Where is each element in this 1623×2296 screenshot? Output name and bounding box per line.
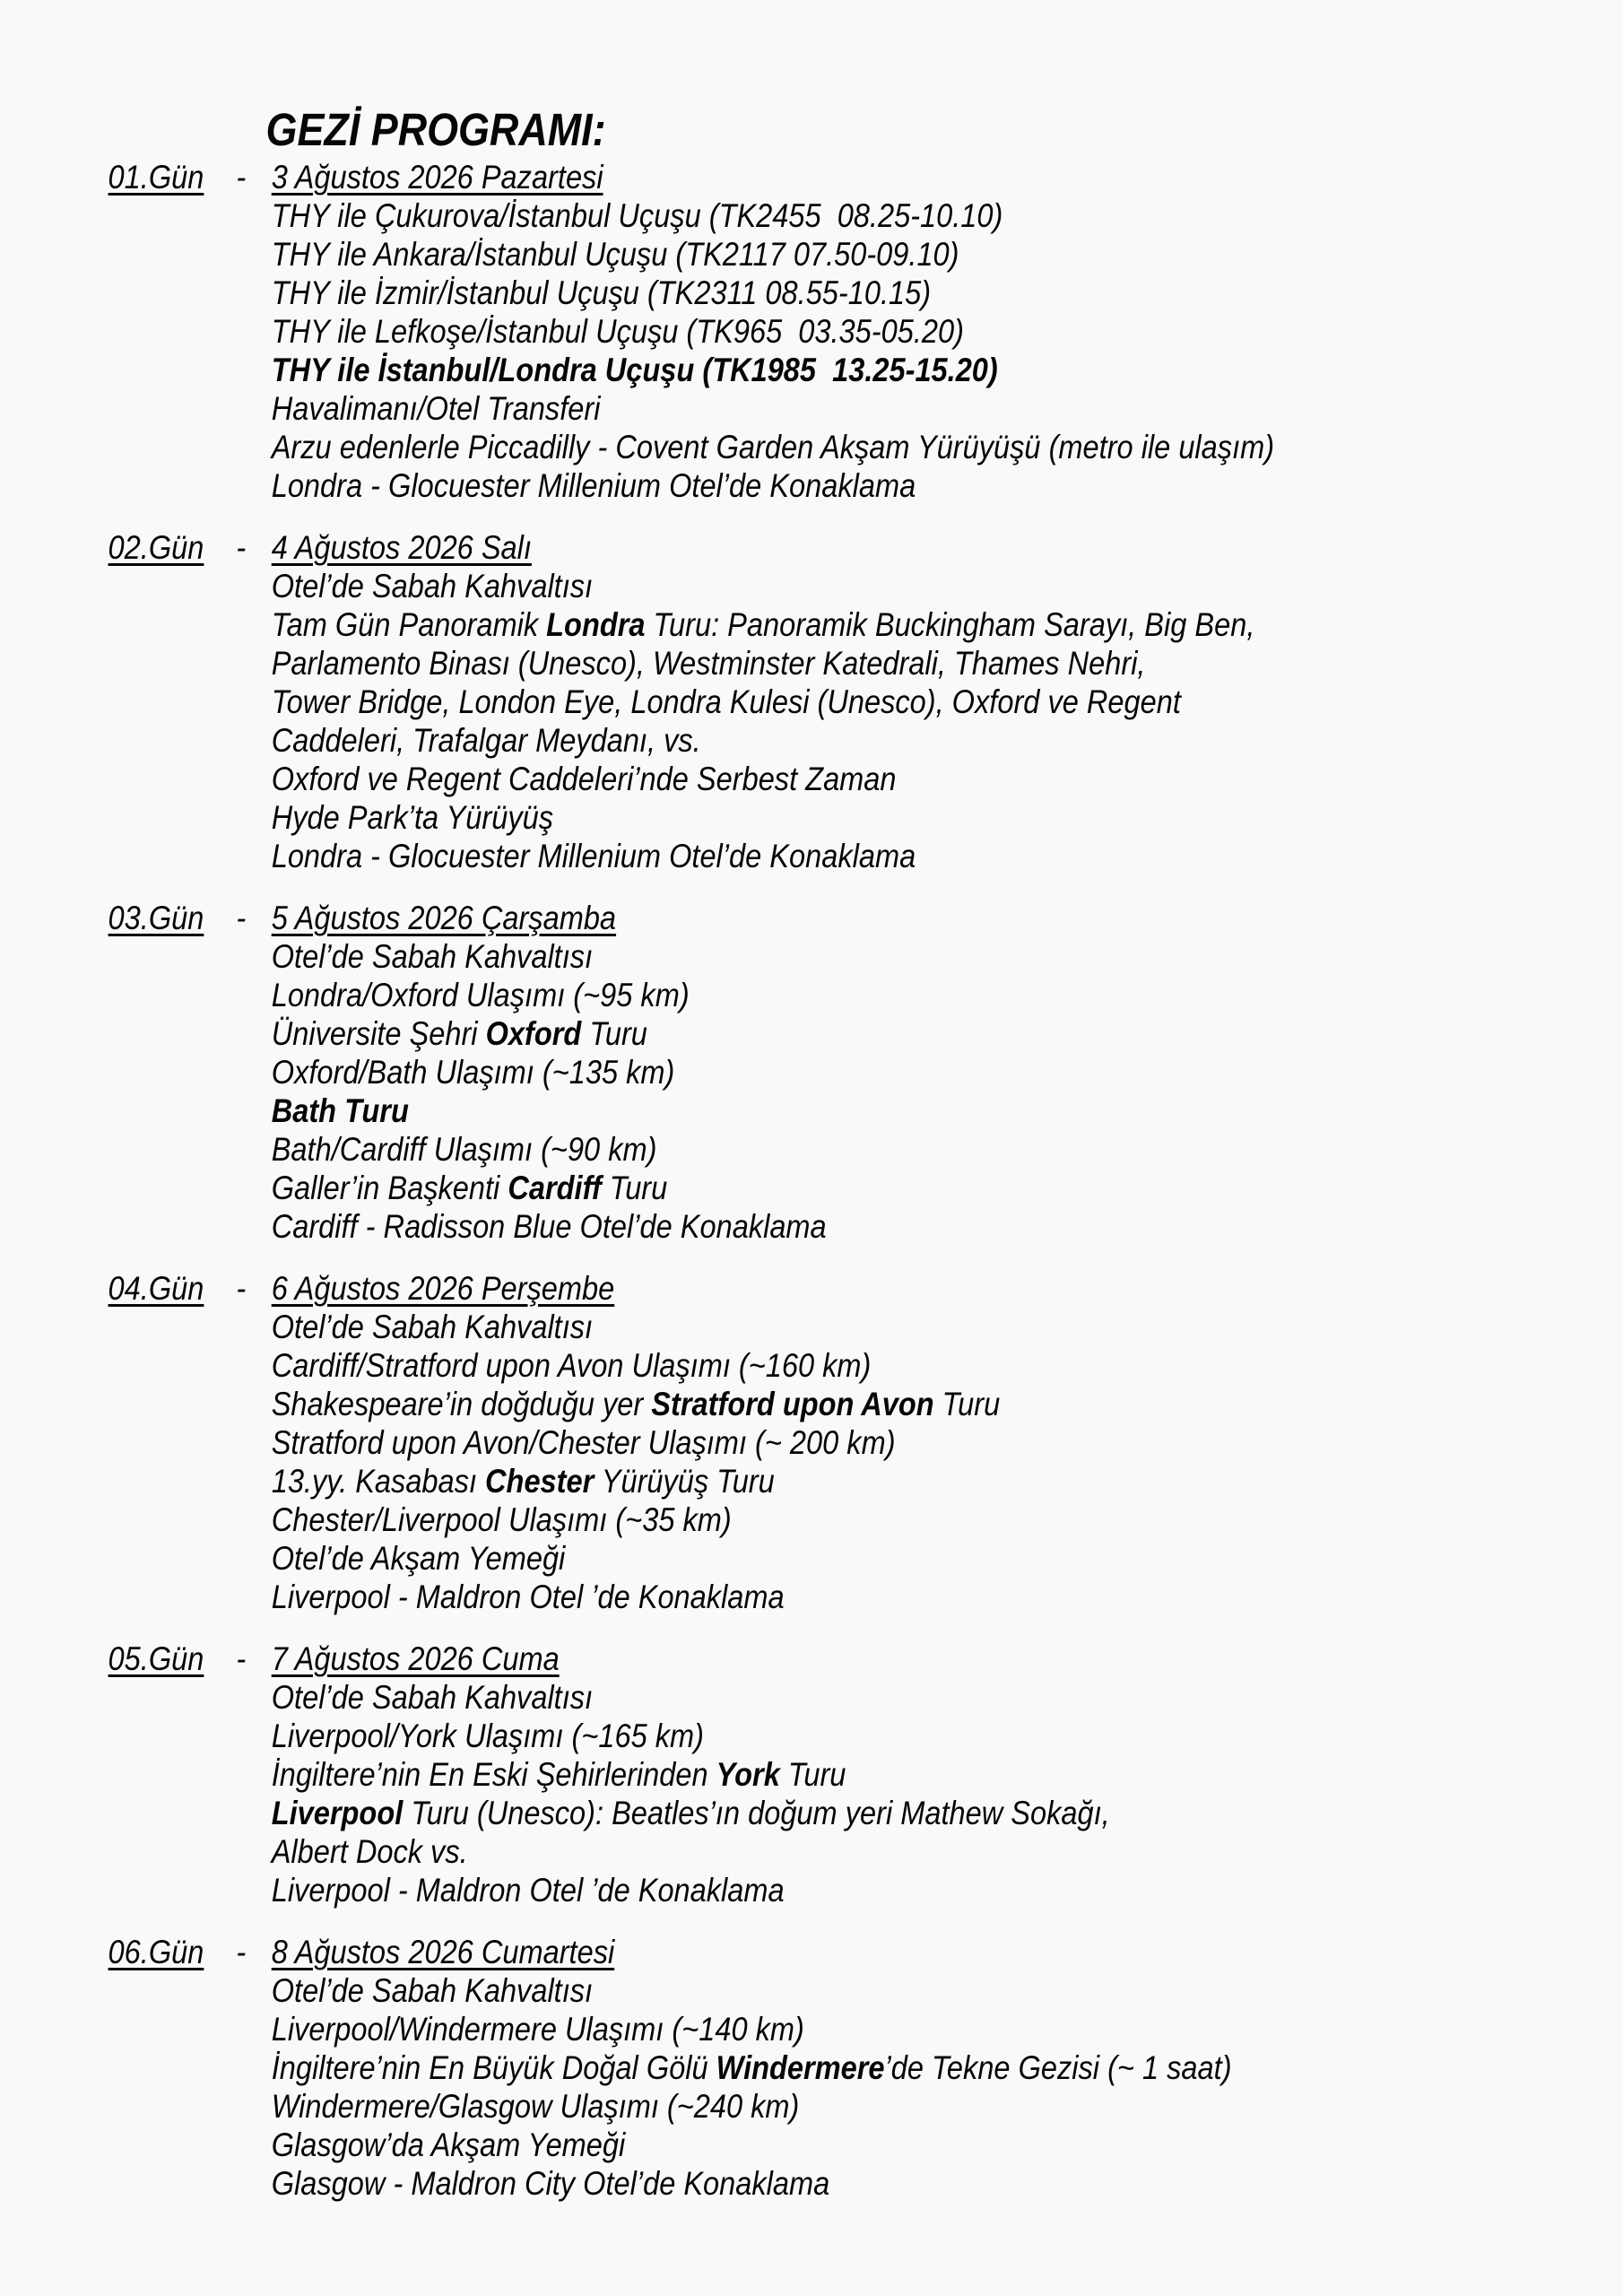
- text: Otel’de Sabah Kahvaltısı: [271, 1309, 594, 1345]
- itinerary-line: [272, 196, 1623, 235]
- itinerary-line: [272, 428, 1623, 466]
- bold-text: THY ile İstanbul/Londra Uçuşu (TK1985 13.25-15.20): [271, 352, 998, 388]
- text: Glasgow’da Akşam Yemeği: [271, 2126, 626, 2163]
- bold-text: Stratford upon Avon: [651, 1386, 934, 1422]
- itinerary-line: [272, 1539, 1623, 1578]
- text: Turu (Unesco): Beatles’ın doğum yeri Mathew Sokağı,: [403, 1795, 1110, 1831]
- text: Liverpool - Maldron Otel ’de Konaklama: [271, 1872, 785, 1909]
- text: Shakespeare’in doğduğu yer: [271, 1386, 652, 1422]
- day-label: 06.Gün: [108, 1934, 204, 1970]
- itinerary-line: [272, 1091, 1623, 1130]
- bold-text: Windermere: [716, 2049, 885, 2086]
- itinerary-line: [272, 1207, 1623, 1246]
- itinerary-line: [272, 1346, 1623, 1385]
- itinerary-line: [272, 1385, 1623, 1423]
- text: Tam Gün Panoramik: [271, 606, 547, 643]
- day-label: 02.Gün: [108, 529, 204, 566]
- itinerary-days: [0, 158, 1623, 2203]
- itinerary-line: [272, 1678, 1623, 1717]
- itinerary-line: [272, 760, 1623, 798]
- text: THY ile İzmir/İstanbul Uçuşu (TK2311 08.55-10.15): [271, 274, 932, 311]
- itinerary-line: [272, 389, 1623, 428]
- itinerary-line: [272, 466, 1623, 505]
- day-separator: -: [236, 1640, 247, 1677]
- day-date: 5 Ağustos 2026 Çarşamba: [271, 900, 617, 936]
- text: 13.yy. Kasabası: [271, 1463, 486, 1500]
- day-block-06.Gün: [0, 1933, 1623, 2203]
- itinerary-line: [272, 1578, 1623, 1616]
- itinerary-line: [272, 1169, 1623, 1207]
- day-separator: -: [236, 900, 247, 936]
- itinerary-line: [272, 1755, 1623, 1794]
- text: Turu: [581, 1015, 647, 1052]
- day-block-02.Gün: [0, 528, 1623, 875]
- text: Glasgow - Maldron City Otel’de Konaklama: [271, 2165, 830, 2202]
- text: THY ile Lefkoşe/İstanbul Uçuşu (TK965 03.35-05.20): [271, 313, 964, 350]
- text: Bath/Cardiff Ulaşımı (~90 km): [271, 1131, 657, 1168]
- day-date: 4 Ağustos 2026 Salı: [271, 529, 532, 566]
- text: Yürüyüş Turu: [594, 1463, 775, 1500]
- text: Otel’de Sabah Kahvaltısı: [271, 1972, 594, 2009]
- day-lines: [0, 1678, 1623, 1909]
- day-lines: [0, 567, 1623, 875]
- itinerary-line: [272, 1500, 1623, 1539]
- itinerary-line: [272, 721, 1623, 760]
- text: Liverpool - Maldron Otel ’de Konaklama: [271, 1578, 785, 1615]
- itinerary-line: [272, 1462, 1623, 1500]
- text: Liverpool/Windermere Ulaşımı (~140 km): [271, 2011, 804, 2048]
- text: İngiltere’nin En Büyük Doğal Gölü: [271, 2049, 716, 2086]
- text: Turu: [601, 1170, 668, 1206]
- text: Galler’in Başkenti: [271, 1170, 508, 1206]
- day-block-04.Gün: [0, 1269, 1623, 1616]
- text: Oxford/Bath Ulaşımı (~135 km): [271, 1054, 675, 1091]
- text: Otel’de Sabah Kahvaltısı: [271, 568, 594, 604]
- text: Otel’de Akşam Yemeği: [271, 1540, 566, 1577]
- itinerary-line: [272, 1423, 1623, 1462]
- itinerary-line: [272, 1794, 1623, 1832]
- day-date: 8 Ağustos 2026 Cumartesi: [271, 1934, 615, 1970]
- day-date: 6 Ağustos 2026 Perşembe: [271, 1270, 615, 1307]
- itinerary-line: [272, 2087, 1623, 2126]
- bold-text: Chester: [485, 1463, 595, 1500]
- itinerary-line: [272, 937, 1623, 976]
- day-header: [108, 1933, 1623, 1971]
- bold-text: Oxford: [485, 1015, 582, 1052]
- text: Turu: Panoramik Buckingham Sarayı, Big Ben,: [645, 606, 1255, 643]
- bold-text: Cardiff: [508, 1170, 602, 1206]
- itinerary-line: [272, 976, 1623, 1014]
- day-lines: [0, 937, 1623, 1246]
- bold-text: York: [716, 1756, 780, 1793]
- day-date: 7 Ağustos 2026 Cuma: [271, 1640, 560, 1677]
- text: ’de Tekne Gezisi (~ 1 saat): [884, 2049, 1232, 2086]
- itinerary-line: [272, 1717, 1623, 1755]
- day-header: [108, 1269, 1623, 1308]
- itinerary-line: [272, 683, 1623, 721]
- text: Albert Dock vs.: [271, 1833, 468, 1870]
- day-header: [108, 158, 1623, 196]
- text: İngiltere’nin En Eski Şehirlerinden: [271, 1756, 716, 1793]
- day-separator: -: [236, 1270, 247, 1307]
- day-lines: [0, 1971, 1623, 2203]
- text: Stratford upon Avon/Chester Ulaşımı (~ 200 km): [271, 1424, 896, 1461]
- day-label: 03.Gün: [108, 900, 204, 936]
- itinerary-line: [272, 644, 1623, 683]
- day-header: [108, 528, 1623, 567]
- text: Otel’de Sabah Kahvaltısı: [271, 1679, 594, 1716]
- text: Cardiff/Stratford upon Avon Ulaşımı (~160 km): [271, 1347, 872, 1384]
- text: Hyde Park’ta Yürüyüş: [271, 799, 554, 836]
- itinerary-line: [272, 2010, 1623, 2048]
- text: Tower Bridge, London Eye, Londra Kulesi (Unesco), Oxford ve Regent: [271, 683, 1181, 720]
- text: Parlamento Binası (Unesco), Westminster Katedrali, Thames Nehri,: [271, 645, 1146, 682]
- itinerary-line: [272, 1014, 1623, 1053]
- day-date: 3 Ağustos 2026 Pazartesi: [271, 159, 603, 196]
- itinerary-line: [272, 1971, 1623, 2010]
- day-label: 04.Gün: [108, 1270, 204, 1307]
- itinerary-line: [272, 351, 1623, 389]
- text: Londra - Glocuester Millenium Otel’de Konaklama: [271, 838, 916, 874]
- itinerary-line: [272, 1832, 1623, 1871]
- itinerary-line: [272, 2048, 1623, 2087]
- text: Liverpool/York Ulaşımı (~165 km): [271, 1718, 704, 1754]
- bold-text: Londra: [546, 606, 646, 643]
- page-title: GEZİ PROGRAMI:: [265, 104, 606, 155]
- day-separator: -: [236, 529, 247, 566]
- itinerary-line: [272, 274, 1623, 312]
- text: Turu: [933, 1386, 1001, 1422]
- itinerary-line: [272, 2164, 1623, 2203]
- bold-text: Liverpool: [271, 1795, 404, 1831]
- bold-text: Bath Turu: [271, 1092, 409, 1129]
- day-lines: [0, 1308, 1623, 1616]
- day-block-05.Gün: [0, 1639, 1623, 1909]
- itinerary-line: [272, 1130, 1623, 1169]
- text: Londra - Glocuester Millenium Otel’de Konaklama: [271, 467, 916, 504]
- text: Windermere/Glasgow Ulaşımı (~240 km): [271, 2088, 800, 2125]
- day-header: [108, 1639, 1623, 1678]
- day-label: 01.Gün: [108, 159, 204, 196]
- itinerary-line: [272, 1871, 1623, 1909]
- text: THY ile Ankara/İstanbul Uçuşu (TK2117 07.50-09.10): [271, 236, 959, 273]
- itinerary-line: [272, 567, 1623, 605]
- day-lines: [0, 196, 1623, 505]
- text: THY ile Çukurova/İstanbul Uçuşu (TK2455 08.25-10.10): [271, 197, 1003, 234]
- itinerary-line: [272, 837, 1623, 875]
- text: Arzu edenlerle Piccadilly - Covent Garden Akşam Yürüyüşü (metro ile ulaşım): [271, 429, 1275, 465]
- text: Turu: [779, 1756, 846, 1793]
- day-block-03.Gün: [0, 899, 1623, 1246]
- text: Londra/Oxford Ulaşımı (~95 km): [271, 977, 690, 1013]
- day-separator: -: [236, 1934, 247, 1970]
- text: Chester/Liverpool Ulaşımı (~35 km): [271, 1501, 732, 1538]
- text: Caddeleri, Trafalgar Meydanı, vs.: [271, 722, 701, 759]
- text: Cardiff - Radisson Blue Otel’de Konaklama: [271, 1208, 827, 1245]
- text: Oxford ve Regent Caddeleri’nde Serbest Zaman: [271, 761, 897, 797]
- day-header: [108, 899, 1623, 937]
- itinerary-line: [272, 605, 1623, 644]
- text: Otel’de Sabah Kahvaltısı: [271, 938, 594, 975]
- itinerary-line: [272, 312, 1623, 351]
- day-separator: -: [236, 159, 247, 196]
- day-block-01.Gün: [0, 158, 1623, 505]
- itinerary-line: [272, 1308, 1623, 1346]
- itinerary-line: [272, 1053, 1623, 1091]
- itinerary-line: [272, 235, 1623, 274]
- itinerary-line: [272, 798, 1623, 837]
- itinerary-line: [272, 2126, 1623, 2164]
- text: Havalimanı/Otel Transferi: [271, 390, 601, 427]
- day-label: 05.Gün: [108, 1640, 204, 1677]
- text: Üniversite Şehri: [271, 1015, 486, 1052]
